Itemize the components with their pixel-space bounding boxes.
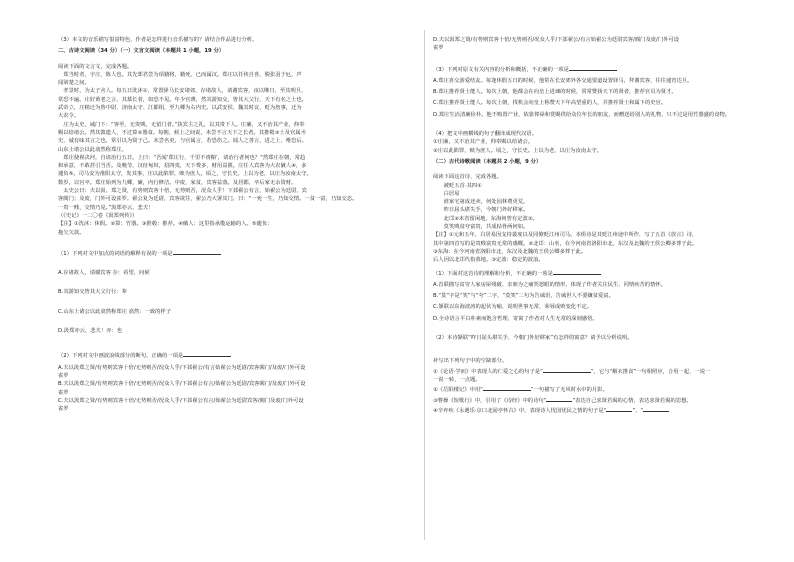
answer-blank: [606, 405, 632, 412]
option-b: B.郑庄推荐贤士能人。每次上朝，他都会在向皇上进谏的时候，常常赞扬天下的贤者，推荐官员为贤才。: [433, 89, 677, 96]
passage-line: 郑庄使视决河，自请治行五日。上曰：“吾闻‘郑庄行，千里不赍粮’，请治行者何也？”然郑庄在朝，常趋: [58, 154, 306, 161]
question-3-text: （3）本文的音乐描写很富特色，作者是怎样进行音乐描写的？请结合作品进行分析。: [58, 37, 258, 43]
passage-line: 山东士诸公以此翕然称郑庄。: [58, 146, 127, 153]
poem-author: 白居易: [433, 190, 460, 197]
section-heading: （二）古代诗歌阅读（本题共 2 小题，9 分）: [433, 158, 542, 165]
fill-in-instruction: 补写出下列句子中的空缺部分。: [433, 358, 508, 365]
passage-line: 闻梁楚之间。: [58, 80, 90, 87]
option-c: C.郑庄推荐贤士能人。每次上朝，找机会向皇上称赞天下年高望重的人，并推荐贤士和属下的史官。: [433, 100, 667, 107]
passage-line: 郑当时者，字庄，陈人也。其先郑君尝为项籍将，籍死，已而属汉。郑庄以任侠自喜，脱张羽于厄，声: [58, 71, 302, 78]
answer-blank: [173, 248, 221, 255]
option-b-cont: 雀罗: [58, 389, 69, 396]
answer-blank: [569, 64, 617, 71]
poem-line: 莫笑贱贫夸富贵，共成枯骨两何如。: [433, 224, 529, 231]
option-d-cont: 雀罗: [433, 45, 444, 52]
translation-item: ②庄以此陷罪，赎为庶人。顷之，守长史。上以为老，以庄为汝南太守。: [433, 147, 602, 154]
poem-line: 谁家宅第成还卖，何处园林费更荒。: [433, 199, 529, 206]
fill-in-item: ②《岳阳楼记》中用“ ”一句描写了无风时水中的月影。: [433, 384, 768, 394]
option-d: D.汲郑亦云，悲夫！亦：也: [58, 328, 123, 335]
answer-blank: [546, 395, 572, 402]
option-c: C.山东士诸公以此翕然称郑庄 翕然：一致的样子: [58, 308, 172, 315]
question-3-stem: （3）下列对原文有关内容的分析和概括，不正确的一项是: [433, 64, 768, 74]
passage-line: 赐以给诸公。然其馈遗人，不过算②器食。每朝，候上之间说，未尝不言天下之长者。其推毂③士及官属丞: [58, 129, 306, 136]
passage-line: 数岁，以官卒。郑庄始列为九卿，廉，内行修洁。中废，家贫，宾客益落。及居郡，卒后家无余资财。: [58, 179, 297, 186]
passage-line: 史，诚有味其言之也，常引以为贤于己。未尝名吏，与官属言，若恐伤之。闻人之善言，进之上，唯恐后。: [58, 138, 307, 145]
option-a-cont: 雀罗: [58, 372, 69, 379]
poem-note: 【注】①元和五年，白居易因支持裴度以及同僚贬江州司马。本组诗是其贬江州途中所作，写了五首《放言》诗，: [433, 232, 698, 239]
option-b: B.夫以汲郑之贤/有势则宾客十倍/无势则否/况众人乎/下邽翟公有言/始翟公为廷尉/宾客阗门/及废/门外可设: [58, 381, 306, 388]
poem-question-2-stem: （2）本诗颔联“昨日屈头堪失手，今朝门外好移家”有怎样的寓意？请予以分析说明。: [433, 335, 633, 342]
question-1-stem: （1）下列对文中加点的词语的解释有误的一项是: [58, 248, 393, 258]
column-divider: [424, 30, 425, 540]
passage-line: 大农令。: [58, 113, 80, 120]
section-heading: 二、古诗文阅读（34 分）（一）文言文阅读（本题共 1 小题，19 分）: [58, 48, 225, 55]
option-b: B.其游知交皆其大父行行：辈: [58, 289, 127, 296]
passage-line: 常恐不遍。庄好黄老之言，其慕长者，如恐不见。年少官薄，然其游知交，皆其大父行，天下有名之士也。: [58, 96, 307, 103]
source-citation: （《史记》一二〇卷《汲郑列传》）: [58, 212, 138, 219]
answer-blank: [553, 268, 601, 275]
instruction: 阅读下面的文言文，完成各题。: [58, 63, 133, 70]
fill-in-item-cont: 一说一转，一点题。: [433, 376, 481, 383]
answer-blank: [183, 350, 231, 357]
answer-blank: [643, 405, 669, 412]
option-a: A.夫以汲郑之贤/有势则宾客十倍/无势则否/况众人乎/下邽翟公/有言始翟公为廷尉/宾客阗门/及废/门外可设: [58, 364, 306, 371]
right-column: [433, 36, 768, 415]
option-d: D.夫以汲郑之贤/有势则宾客十倍/无势则否/况众人乎/下邽翟公/有言始翟公为廷尉宾客/阗门及废/门外可设: [433, 37, 680, 43]
answer-blank: [483, 384, 531, 391]
passage-line: 一贵一贱，交情乃见。”汲郑亦云，悲夫！: [58, 204, 154, 211]
poem-question-1-stem: （1）下面对这首诗的理解和分析，不正确的一项是: [433, 268, 768, 278]
poem-line: 昨日屈头堪失手，今朝门外好移家。: [433, 207, 529, 214]
instruction: 阅读下面这首诗，完成各题。: [433, 174, 502, 181]
answer-blank: [543, 366, 591, 373]
option-a: A.郑庄喜交游爱结友。每逢休假五日的时候，他常在长安郊外各交通要道设置驿马，拜谢宾客，往往通宵达旦。: [433, 77, 693, 84]
fill-in-item: ①《论语·学而》中表现人的仁爱之心的句子是“ ”，它与“解衣推食”一句相照应，合用一起，一说一: [433, 366, 768, 376]
option-d: D.全诗语言平白朴素而饱含哲理，寄寓了作者对人生无常的深刻感悟。: [433, 315, 598, 322]
annotation-note: 拖欠欠款。: [58, 229, 85, 236]
option-a: A.首联描写贫穷人家房屋残破、亲朋为之痛哭怒眼的情形，体现了作者关注民生、同情疾苦的情怀。: [433, 281, 666, 288]
poem-note: ③东海：在今河南省洛阳市北，东汉及北魏的王侯公卿多葬于此。: [433, 248, 587, 255]
poem-note: 其中第四首写的是贵贱富贵无常的感慨。②北邙：山名，在今河南省洛阳市北，东汉及北魏的王侯公卿多葬于此。: [433, 240, 698, 247]
passage-line: 逋负⑤。司马安为淮阳太守，发其事，庄以此陷罪，赎为庶人。顷之，守长史。上以为老，以庄为汝南太守。: [58, 171, 312, 178]
translation-item: ①庄廉，又不治其产业，仰奉赐以给诸公。: [433, 139, 534, 146]
option-b: B.“莫”字是“笑”与“夸”二字，“莫笑”二句为告诫语，告诫世人不要嫌贫爱富。: [433, 293, 614, 300]
fill-in-item: ④辛弃疾《永遇乐·京口北固亭怀古》中，表现诗人忧国忧民之情的句子是“ ”，“: [433, 405, 768, 415]
option-c: C.夫以汲郑之贤/有势则宾客十倍/无势则否/况众人乎/下邽翟公有言/始翟公为廷尉宾客/阗门及废/门外可设: [58, 397, 304, 404]
fill-in-item: ③曹操《短歌行》中，引用了《诗经》中的诗句“ ”表达自己求贤若渴的心情，表达求贤若渴的思想。: [433, 395, 768, 405]
poem-line: 北邙②未省留闲地，东海何曾有定波③。: [433, 215, 538, 222]
passage-line: 庄为太史，诫门下：“客至，无贵贱，无留门者。”执宾主之礼，以其贵下人。庄廉，又不治其产业，仰奉: [58, 121, 305, 128]
passage-line: 孝景时，为太子舍人。每五日洗沐①，常置驿马长安诸郊，存诸故人，请谢宾客，夜以继日，至其明旦，: [58, 88, 307, 95]
passage-line: 和承意，不敢甚引当否。及晚节，汉征匈奴，招四夷，天下费多，财用益匮。庄任人宾客为大农僦人④，多: [58, 163, 307, 170]
passage-line: 太史公曰：夫以汲、郑之贤，有势则宾客十倍，无势则否，况众人乎！下邽翟公有言，始翟公为廷尉，宾: [58, 188, 307, 195]
passage-line: 客阗门；及废，门外可设雀罗。翟公复为廷尉，宾客欲往，翟公乃大署其门，曰：“一死一生，乃知交情。一贫一富，乃知交态。: [58, 196, 358, 203]
option-c: C.颔联以东海波涛的起伏为喻，说明世事无常，荣辱成败变化不定。: [433, 304, 592, 311]
poem-title: 被贬五首·其四①: [433, 182, 482, 189]
option-d: D.郑庄生活清廉俭朴。他不购置产业，依靠俸禄和赏赐供给众位年长的朋友，而赠送给别人的礼物，只不过是用竹器盛的食物。: [433, 111, 731, 118]
annotation-note: 【注】①洗沐：休假。②算：竹器。③推毂：推荐。④僦人：这里指承揽运输的人。⑤逋负：: [58, 221, 273, 228]
option-a: A.存诸故人，请谢宾客 存：看望，问候: [58, 270, 150, 277]
passage-line: 武帝立，庄稍迁为鲁中尉、济南太守、江都相，至九卿为右内史。以武安侯、魏其时议，贬为詹事，迁为: [58, 105, 302, 112]
option-c-cont: 雀罗: [58, 406, 69, 413]
question-2-stem: （2）下列对文中画波浪线部分的断句，正确的一项是: [58, 350, 393, 360]
left-column: [58, 36, 393, 413]
question-4-stem: （4）把文中画横线的句子翻译成现代汉语。: [433, 131, 538, 138]
poem-note: 后人因以北邙代指墓地。③定波：稳定的波浪。: [433, 257, 544, 264]
